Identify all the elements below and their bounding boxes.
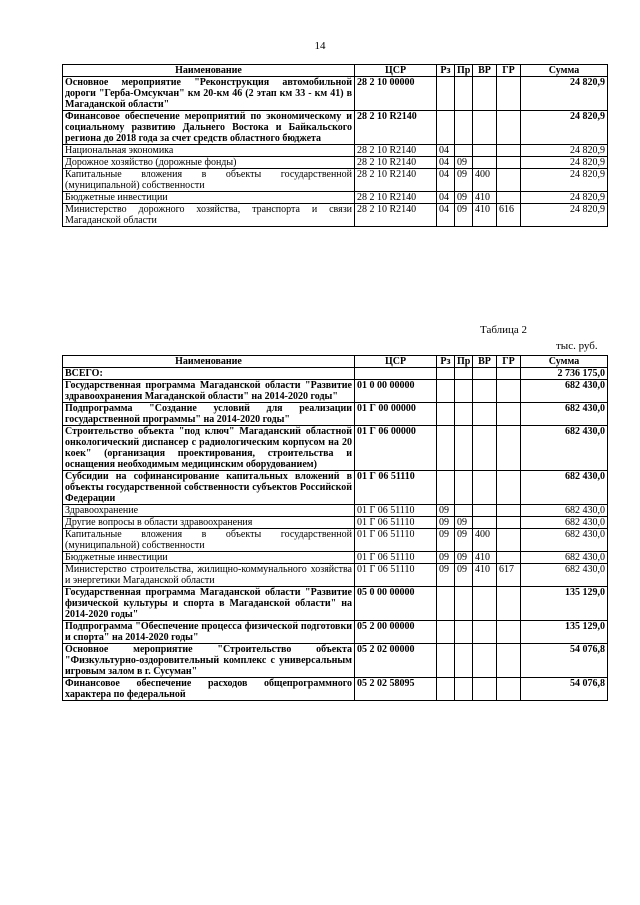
cell-gr [497, 169, 521, 192]
cell-pr [455, 678, 473, 701]
cell-pr [455, 403, 473, 426]
cell-pr [455, 505, 473, 517]
cell-pr [455, 587, 473, 621]
cell-gr [497, 192, 521, 204]
cell-gr: 616 [497, 204, 521, 227]
cell-csr: 28 2 10 00000 [355, 77, 437, 111]
table-row [63, 368, 608, 380]
header-pr: Пр [455, 356, 473, 368]
table-units: тыс. руб. [556, 340, 598, 352]
cell-rz: 04 [437, 204, 455, 227]
cell-pr: 09 [455, 564, 473, 587]
cell-rz: 09 [437, 552, 455, 564]
cell-csr: 01 0 00 00000 [355, 380, 437, 403]
cell-gr [497, 505, 521, 517]
cell-pr: 09 [455, 204, 473, 227]
cell-pr [455, 426, 473, 471]
cell-vr: 400 [473, 169, 497, 192]
cell-rz [437, 111, 455, 145]
cell-name: Строительство объекта "под ключ" Магаданский областной онкологический диспансер с радиологическим корпусом на 20 коек" (организация проектирования, строительства и оснащения необходимым медицинским оборудованием) [63, 426, 355, 471]
table-header-row [63, 356, 608, 368]
cell-vr [473, 587, 497, 621]
cell-csr: 28 2 10 R2140 [355, 157, 437, 169]
cell-csr: 28 2 10 R2140 [355, 169, 437, 192]
cell-gr [497, 517, 521, 529]
cell-rz [437, 426, 455, 471]
cell-csr: 05 2 02 58095 [355, 678, 437, 701]
cell-vr: 400 [473, 529, 497, 552]
cell-sum: 24 820,9 [521, 111, 608, 145]
cell-csr: 05 2 00 00000 [355, 621, 437, 644]
cell-sum: 682 430,0 [521, 426, 608, 471]
cell-gr [497, 145, 521, 157]
cell-vr [473, 380, 497, 403]
cell-rz: 04 [437, 157, 455, 169]
cell-vr: 410 [473, 564, 497, 587]
cell-name: Основное мероприятие "Реконструкция автомобильной дороги "Герба-Омсукчан" км 20-км 46 (2 этап км 33 - км 41) в Магаданской области" [63, 77, 355, 111]
cell-vr [473, 77, 497, 111]
cell-name: Национальная экономика [63, 145, 355, 157]
budget-table-2 [62, 355, 608, 701]
cell-rz: 09 [437, 529, 455, 552]
cell-sum: 682 430,0 [521, 529, 608, 552]
table-row [63, 204, 608, 227]
table-row [63, 471, 608, 505]
cell-gr [497, 368, 521, 380]
cell-csr: 01 Г 06 51110 [355, 517, 437, 529]
table-row [63, 403, 608, 426]
cell-pr: 09 [455, 192, 473, 204]
cell-sum: 54 076,8 [521, 644, 608, 678]
cell-pr [455, 145, 473, 157]
header-csr: ЦСР [355, 65, 437, 77]
cell-gr [497, 621, 521, 644]
cell-name: Субсидии на софинансирование капитальных вложений в объекты государственной собственности субъектов Российской Федерации [63, 471, 355, 505]
table-row [63, 157, 608, 169]
cell-name: Основное мероприятие "Строительство объекта "Физкультурно-оздоровительный комплекс с универсальным игровым залом в г. Сусуман" [63, 644, 355, 678]
cell-csr [355, 368, 437, 380]
cell-gr [497, 678, 521, 701]
cell-gr [497, 77, 521, 111]
table-row [63, 517, 608, 529]
cell-gr [497, 380, 521, 403]
cell-name: Министерство строительства, жилищно-коммунального хозяйства и энергетики Магаданской области [63, 564, 355, 587]
table-header-row [63, 65, 608, 77]
cell-vr [473, 426, 497, 471]
cell-rz: 09 [437, 505, 455, 517]
cell-sum: 24 820,9 [521, 169, 608, 192]
cell-gr: 617 [497, 564, 521, 587]
cell-sum: 24 820,9 [521, 192, 608, 204]
cell-pr: 09 [455, 517, 473, 529]
cell-vr [473, 644, 497, 678]
cell-csr: 05 2 02 00000 [355, 644, 437, 678]
cell-sum: 682 430,0 [521, 564, 608, 587]
cell-gr [497, 111, 521, 145]
table-row [63, 621, 608, 644]
cell-name: Бюджетные инвестиции [63, 192, 355, 204]
table-row [63, 77, 608, 111]
cell-csr: 01 Г 06 51110 [355, 505, 437, 517]
cell-csr: 01 Г 06 51110 [355, 529, 437, 552]
cell-gr [497, 471, 521, 505]
table-row [63, 426, 608, 471]
table-row [63, 552, 608, 564]
cell-rz: 04 [437, 145, 455, 157]
cell-csr: 28 2 10 R2140 [355, 204, 437, 227]
cell-rz: 04 [437, 192, 455, 204]
cell-sum: 54 076,8 [521, 678, 608, 701]
cell-vr [473, 111, 497, 145]
header-vr: ВР [473, 65, 497, 77]
cell-rz: 09 [437, 517, 455, 529]
cell-rz [437, 471, 455, 505]
cell-rz [437, 403, 455, 426]
table-row [63, 192, 608, 204]
cell-rz [437, 77, 455, 111]
header-sum: Сумма [521, 356, 608, 368]
cell-vr [473, 505, 497, 517]
table-row [63, 587, 608, 621]
page-number: 14 [314, 40, 326, 52]
cell-vr [473, 403, 497, 426]
cell-csr: 01 Г 00 00000 [355, 403, 437, 426]
cell-pr [455, 644, 473, 678]
cell-sum: 135 129,0 [521, 587, 608, 621]
cell-sum: 2 736 175,0 [521, 368, 608, 380]
cell-vr: 410 [473, 552, 497, 564]
cell-pr [455, 368, 473, 380]
header-rz: Рз [437, 65, 455, 77]
cell-csr: 01 Г 06 00000 [355, 426, 437, 471]
cell-csr: 01 Г 06 51110 [355, 552, 437, 564]
table-row [63, 564, 608, 587]
cell-sum: 135 129,0 [521, 621, 608, 644]
cell-sum: 682 430,0 [521, 552, 608, 564]
cell-vr: 410 [473, 192, 497, 204]
header-rz: Рз [437, 356, 455, 368]
cell-gr [497, 403, 521, 426]
cell-csr: 28 2 10 R2140 [355, 192, 437, 204]
cell-name: Капитальные вложения в объекты государственной (муниципальной) собственности [63, 529, 355, 552]
cell-sum: 682 430,0 [521, 471, 608, 505]
cell-rz: 09 [437, 564, 455, 587]
cell-sum: 24 820,9 [521, 204, 608, 227]
cell-sum: 24 820,9 [521, 77, 608, 111]
cell-pr: 09 [455, 169, 473, 192]
cell-vr [473, 471, 497, 505]
cell-rz [437, 380, 455, 403]
cell-pr [455, 621, 473, 644]
cell-gr [497, 552, 521, 564]
header-name: Наименование [63, 356, 355, 368]
cell-csr: 28 2 10 R2140 [355, 111, 437, 145]
cell-pr [455, 111, 473, 145]
cell-rz: 04 [437, 169, 455, 192]
table-row [63, 145, 608, 157]
cell-rz [437, 368, 455, 380]
cell-name: Финансовое обеспечение расходов общепрограммного характера по федеральной [63, 678, 355, 701]
table-row [63, 505, 608, 517]
header-name: Наименование [63, 65, 355, 77]
cell-sum: 24 820,9 [521, 157, 608, 169]
table-row [63, 678, 608, 701]
table-row [63, 644, 608, 678]
header-vr: ВР [473, 356, 497, 368]
cell-name: Бюджетные инвестиции [63, 552, 355, 564]
cell-pr [455, 77, 473, 111]
cell-rz [437, 621, 455, 644]
table-caption: Таблица 2 [480, 324, 528, 336]
cell-gr [497, 426, 521, 471]
cell-pr: 09 [455, 529, 473, 552]
cell-name: Финансовое обеспечение мероприятий по экономическому и социальному развитию Дальнего Востока и Байкальского региона до 2018 года за счет средств областного бюджета [63, 111, 355, 145]
cell-csr: 05 0 00 00000 [355, 587, 437, 621]
cell-pr [455, 380, 473, 403]
cell-sum: 682 430,0 [521, 517, 608, 529]
table-row [63, 529, 608, 552]
cell-gr [497, 529, 521, 552]
table-row [63, 169, 608, 192]
cell-name: Здравоохранение [63, 505, 355, 517]
cell-csr: 01 Г 06 51110 [355, 564, 437, 587]
cell-vr [473, 368, 497, 380]
cell-vr: 410 [473, 204, 497, 227]
cell-name: Подпрограмма "Обеспечение процесса физической подготовки и спорта" на 2014-2020 годы" [63, 621, 355, 644]
cell-sum: 24 820,9 [521, 145, 608, 157]
cell-sum: 682 430,0 [521, 380, 608, 403]
cell-pr: 09 [455, 552, 473, 564]
cell-name: Дорожное хозяйство (дорожные фонды) [63, 157, 355, 169]
cell-vr [473, 678, 497, 701]
header-gr: ГР [497, 65, 521, 77]
cell-pr: 09 [455, 157, 473, 169]
cell-vr [473, 621, 497, 644]
cell-gr [497, 587, 521, 621]
cell-name: Государственная программа Магаданской области "Развитие здравоохранения Магаданской области" на 2014-2020 годы" [63, 380, 355, 403]
cell-vr [473, 517, 497, 529]
cell-pr [455, 471, 473, 505]
header-sum: Сумма [521, 65, 608, 77]
header-pr: Пр [455, 65, 473, 77]
table-row [63, 380, 608, 403]
cell-name: Другие вопросы в области здравоохранения [63, 517, 355, 529]
cell-name: Капитальные вложения в объекты государственной (муниципальной) собственности [63, 169, 355, 192]
header-csr: ЦСР [355, 356, 437, 368]
cell-name: Подпрограмма "Создание условий для реализации государственной программы" на 2014-2020 годы" [63, 403, 355, 426]
cell-sum: 682 430,0 [521, 403, 608, 426]
header-gr: ГР [497, 356, 521, 368]
cell-csr: 28 2 10 R2140 [355, 145, 437, 157]
budget-table-1 [62, 64, 608, 227]
cell-name: ВСЕГО: [63, 368, 355, 380]
cell-rz [437, 644, 455, 678]
table-row [63, 111, 608, 145]
cell-gr [497, 157, 521, 169]
cell-sum: 682 430,0 [521, 505, 608, 517]
cell-name: Министерство дорожного хозяйства, транспорта и связи Магаданской области [63, 204, 355, 227]
cell-name: Государственная программа Магаданской области "Развитие физической культуры и спорта в Магаданской области" на 2014-2020 годы" [63, 587, 355, 621]
cell-rz [437, 587, 455, 621]
cell-csr: 01 Г 06 51110 [355, 471, 437, 505]
cell-vr [473, 157, 497, 169]
cell-gr [497, 644, 521, 678]
cell-rz [437, 678, 455, 701]
cell-vr [473, 145, 497, 157]
